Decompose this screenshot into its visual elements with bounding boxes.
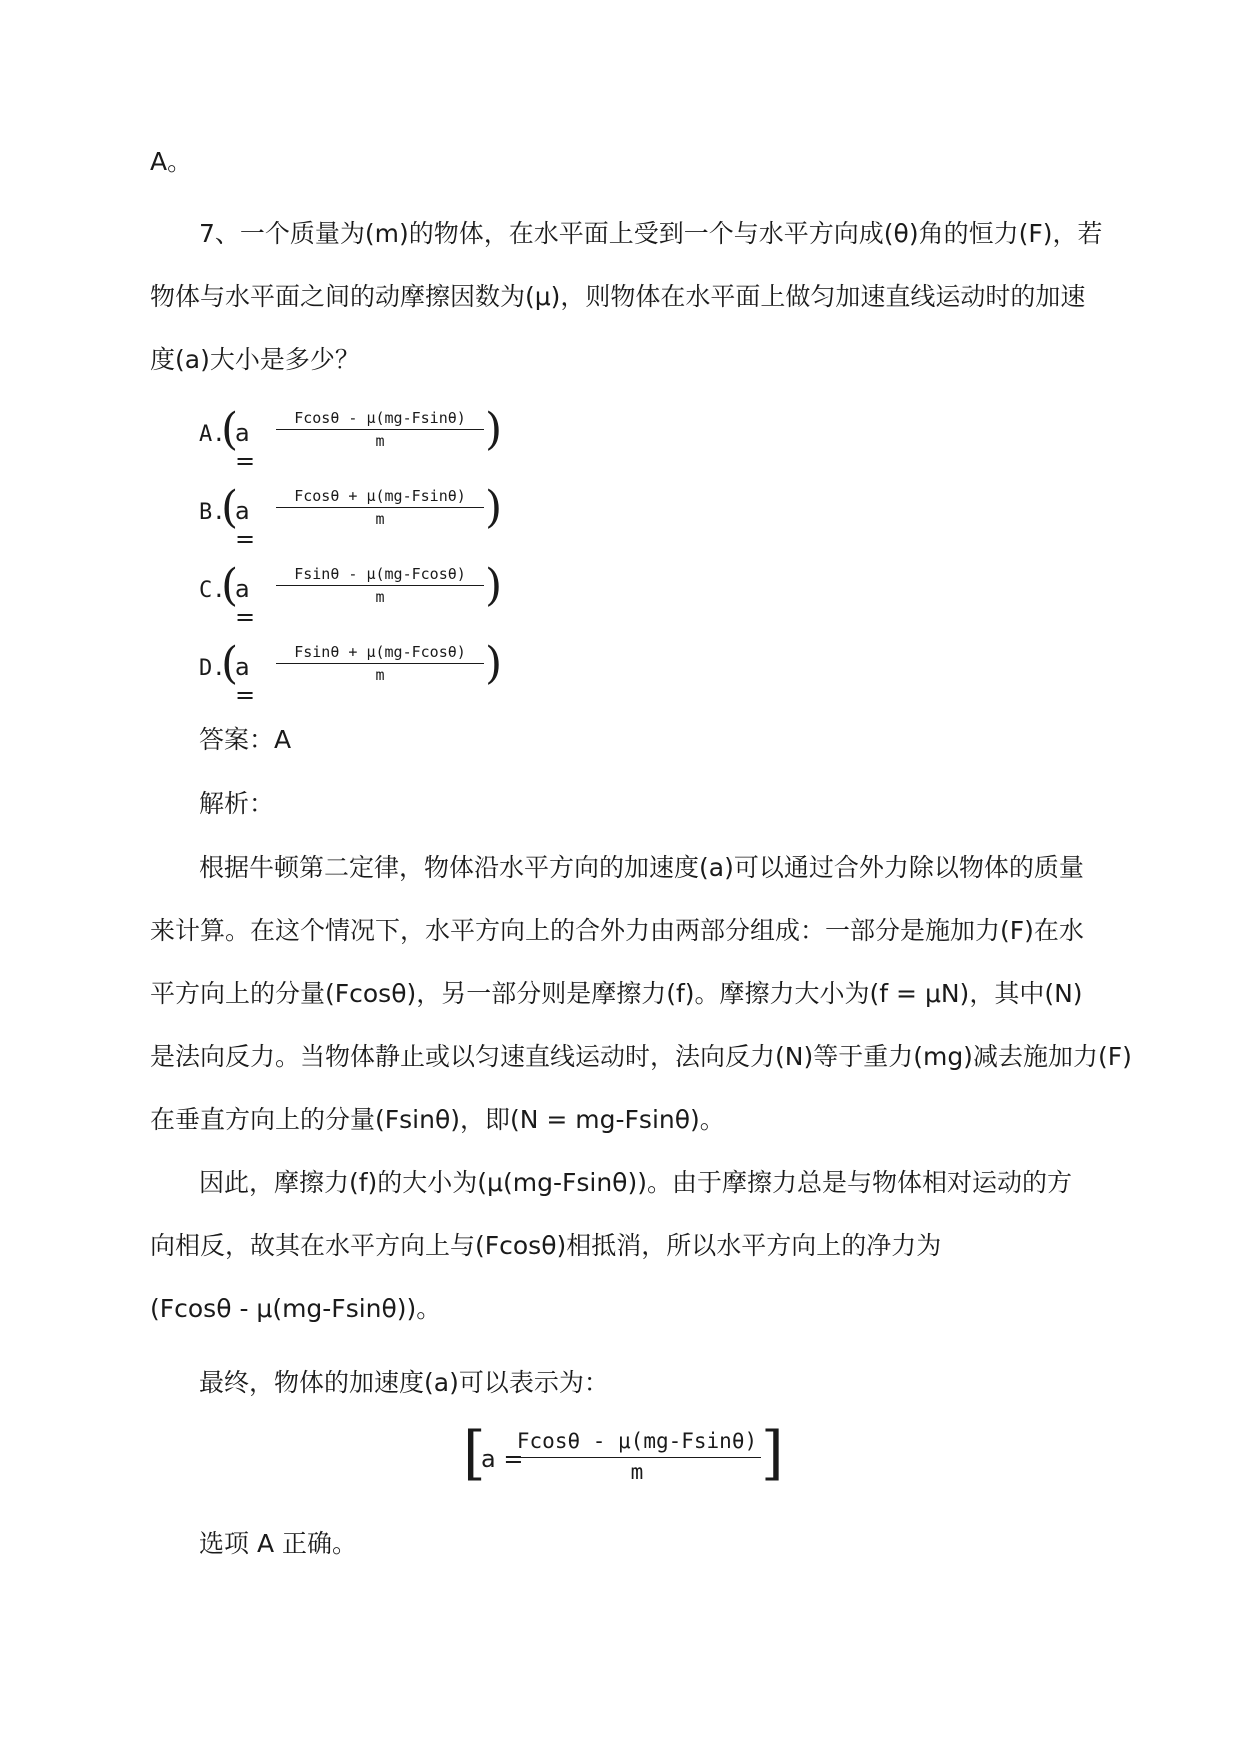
- option-lhs: a =: [235, 575, 256, 631]
- left-paren: (: [221, 404, 239, 455]
- option-lhs: a =: [235, 653, 256, 709]
- fraction-numerator: Fcosθ - μ(mg-Fsinθ): [276, 408, 484, 430]
- conclusion-line: 选项 A 正确。: [199, 1529, 357, 1558]
- analysis-line-4: 是法向反力。当物体静止或以匀速直线运动时，法向反力(N)等于重力(mg)减去施加力(F): [150, 1042, 1132, 1071]
- analysis-line-8: (Fcosθ - μ(mg-Fsinθ))。: [150, 1294, 442, 1323]
- right-paren: ): [485, 482, 503, 533]
- formula-denominator: m: [630, 1460, 644, 1484]
- left-bracket: [: [463, 1419, 486, 1487]
- fraction-denominator: m: [375, 588, 385, 606]
- right-paren: ): [485, 560, 503, 611]
- question-line-3: 度(a)大小是多少？: [150, 345, 360, 374]
- analysis-line-5: 在垂直方向上的分量(Fsinθ)，即(N = mg-Fsinθ)。: [150, 1105, 725, 1134]
- option-fraction: [276, 564, 484, 608]
- option-letter: A.: [199, 422, 226, 447]
- fraction-denominator: m: [375, 666, 385, 684]
- analysis-line-1: 根据牛顿第二定律，物体沿水平方向的加速度(a)可以通过合外力除以物体的质量: [199, 853, 1084, 882]
- prev-answer-tail: A。: [150, 147, 193, 176]
- option-fraction: [276, 486, 484, 530]
- right-paren: ): [485, 638, 503, 689]
- option-letter: B.: [199, 500, 226, 525]
- final-formula: [463, 1419, 784, 1493]
- fraction-denominator: m: [375, 432, 385, 450]
- fraction-numerator: Fsinθ + μ(mg-Fcosθ): [276, 642, 484, 664]
- formula-numerator: Fcosθ - μ(mg-Fsinθ): [513, 1427, 761, 1458]
- fraction-numerator: Fcosθ + μ(mg-Fsinθ): [276, 486, 484, 508]
- fraction-numerator: Fsinθ - μ(mg-Fcosθ): [276, 564, 484, 586]
- question-line-2: 物体与水平面之间的动摩擦因数为(μ)，则物体在水平面上做匀加速直线运动时的加速: [150, 282, 1086, 311]
- analysis-line-3: 平方向上的分量(Fcosθ)，另一部分则是摩擦力(f)。摩擦力大小为(f = μN)，其中(N): [150, 979, 1083, 1008]
- option-letter: C.: [199, 578, 226, 603]
- option-lhs: a =: [235, 419, 256, 475]
- right-paren: ): [485, 404, 503, 455]
- fraction-denominator: m: [375, 510, 385, 528]
- option-fraction: [276, 408, 484, 452]
- option-letter: D.: [199, 656, 226, 681]
- analysis-line-9: 最终，物体的加速度(a)可以表示为：: [199, 1368, 609, 1397]
- option-fraction: [276, 642, 484, 686]
- right-bracket: ]: [761, 1419, 784, 1487]
- formula-lhs: a =: [481, 1445, 524, 1473]
- analysis-line-7: 向相反，故其在水平方向上与(Fcosθ)相抵消，所以水平方向上的净力为: [150, 1231, 942, 1260]
- answer-line: 答案：A: [199, 725, 292, 754]
- formula-fraction: [513, 1427, 761, 1486]
- analysis-line-2: 来计算。在这个情况下，水平方向上的合外力由两部分组成：一部分是施加力(F)在水: [150, 916, 1084, 945]
- option-lhs: a =: [235, 497, 256, 553]
- analysis-label: 解析：: [199, 789, 275, 818]
- left-paren: (: [221, 482, 239, 533]
- analysis-line-6: 因此，摩擦力(f)的大小为(μ(mg-Fsinθ))。由于摩擦力总是与物体相对运动的方: [199, 1168, 1072, 1197]
- question-line-1: 7、一个质量为(m)的物体，在水平面上受到一个与水平方向成(θ)角的恒力(F)，若: [199, 219, 1103, 248]
- left-paren: (: [221, 638, 239, 689]
- left-paren: (: [221, 560, 239, 611]
